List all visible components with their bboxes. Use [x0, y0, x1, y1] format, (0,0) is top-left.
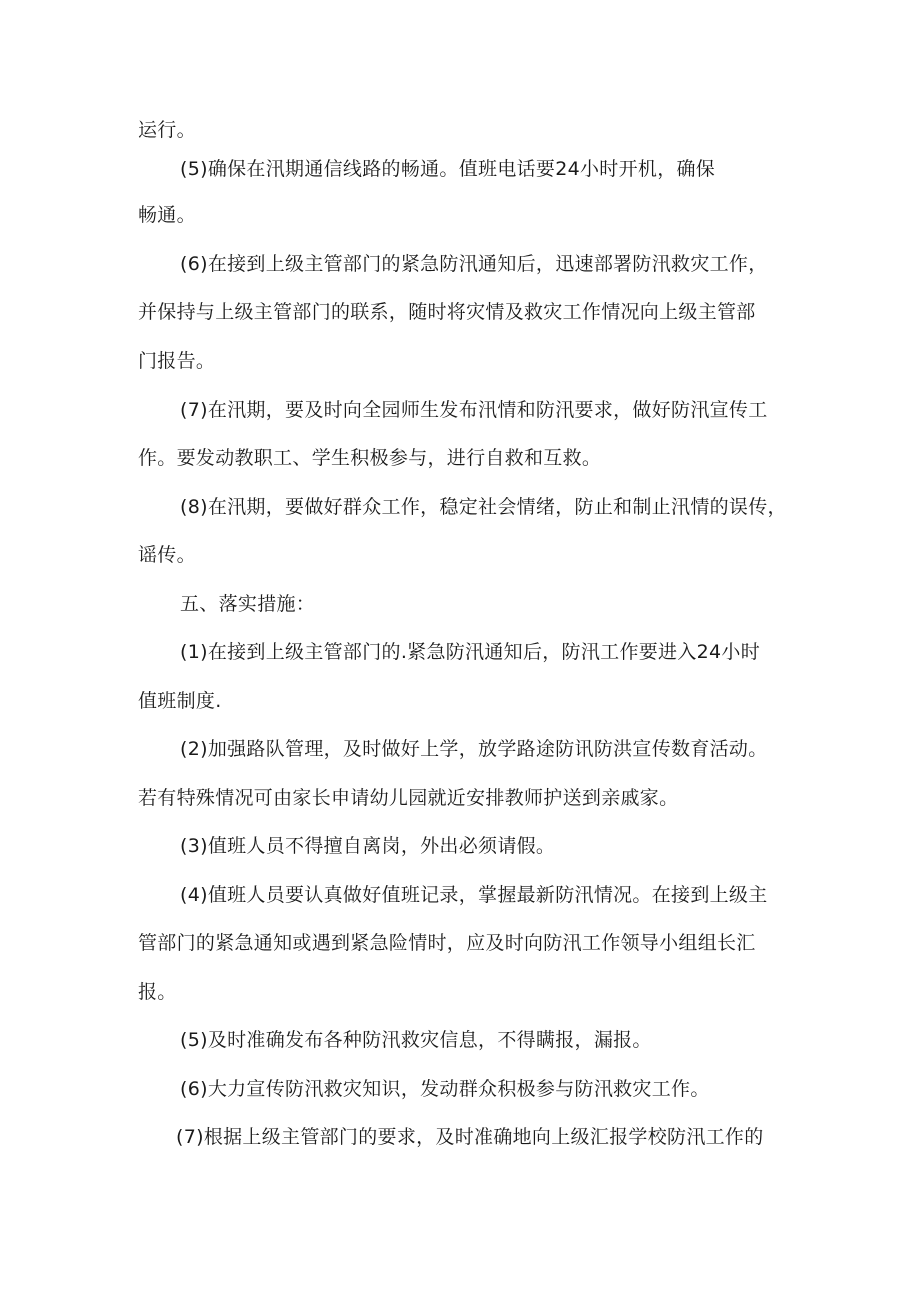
text-line: (3)值班人员不得擅自离岗，外出必须请假。 — [180, 835, 556, 857]
text-line: 报。 — [138, 981, 177, 1003]
text-line: 畅通。 — [138, 204, 196, 226]
text-line: 门报告。 — [138, 350, 216, 372]
text-line: 谣传。 — [138, 544, 196, 566]
text-line: 值班制度. — [138, 690, 222, 712]
section-heading: 五、落实措施： — [180, 593, 316, 615]
text-line: (5)确保在汛期通信线路的畅通。值班电话要24小时开机，确保 — [180, 158, 716, 180]
text-line: (1)在接到上级主管部门的.紧急防汛通知后，防汛工作要进入24小时 — [180, 641, 761, 663]
text-line: (7)根据上级主管部门的要求，及时准确地向上级汇报学校防汛工作的 — [176, 1126, 764, 1148]
text-line: 管部门的紧急通知或遇到紧急险情时，应及时向防汛工作领导小组组长汇 — [138, 932, 756, 954]
text-line: (2)加强路队管理，及时做好上学，放学路途防讯防洪宣传数育活动。 — [180, 738, 768, 760]
text-line: (6)大力宣传防汛救灾知识，发动群众积极参与防汛救灾工作。 — [180, 1078, 710, 1100]
text-line: (6)在接到上级主管部门的紧急防汛通知后，迅速部署防汛救灾工作， — [180, 253, 768, 275]
text-line: (8)在汛期，要做好群众工作，稳定社会情绪，防止和制止汛情的误传， — [180, 496, 787, 518]
text-line: (7)在汛期，要及时向全园师生发布汛情和防汛要求，做好防汛宣传工 — [180, 399, 768, 421]
text-line: (4)值班人员要认真做好值班记录，掌握最新防汛情况。在接到上级主 — [180, 884, 768, 906]
text-line: 并保持与上级主管部门的联系，随时将灾情及救灾工作情况向上级主管部 — [138, 301, 756, 323]
text-line: 作。要发动教职工、学生积极参与，进行自救和互救。 — [138, 447, 602, 469]
text-line: (5)及时准确发布各种防汛救灾信息，不得瞒报，漏报。 — [180, 1029, 652, 1051]
text-line: 若有特殊情况可由家长申请幼儿园就近安排教师护送到亲戚家。 — [138, 787, 679, 809]
text-line: 运行。 — [138, 119, 196, 141]
